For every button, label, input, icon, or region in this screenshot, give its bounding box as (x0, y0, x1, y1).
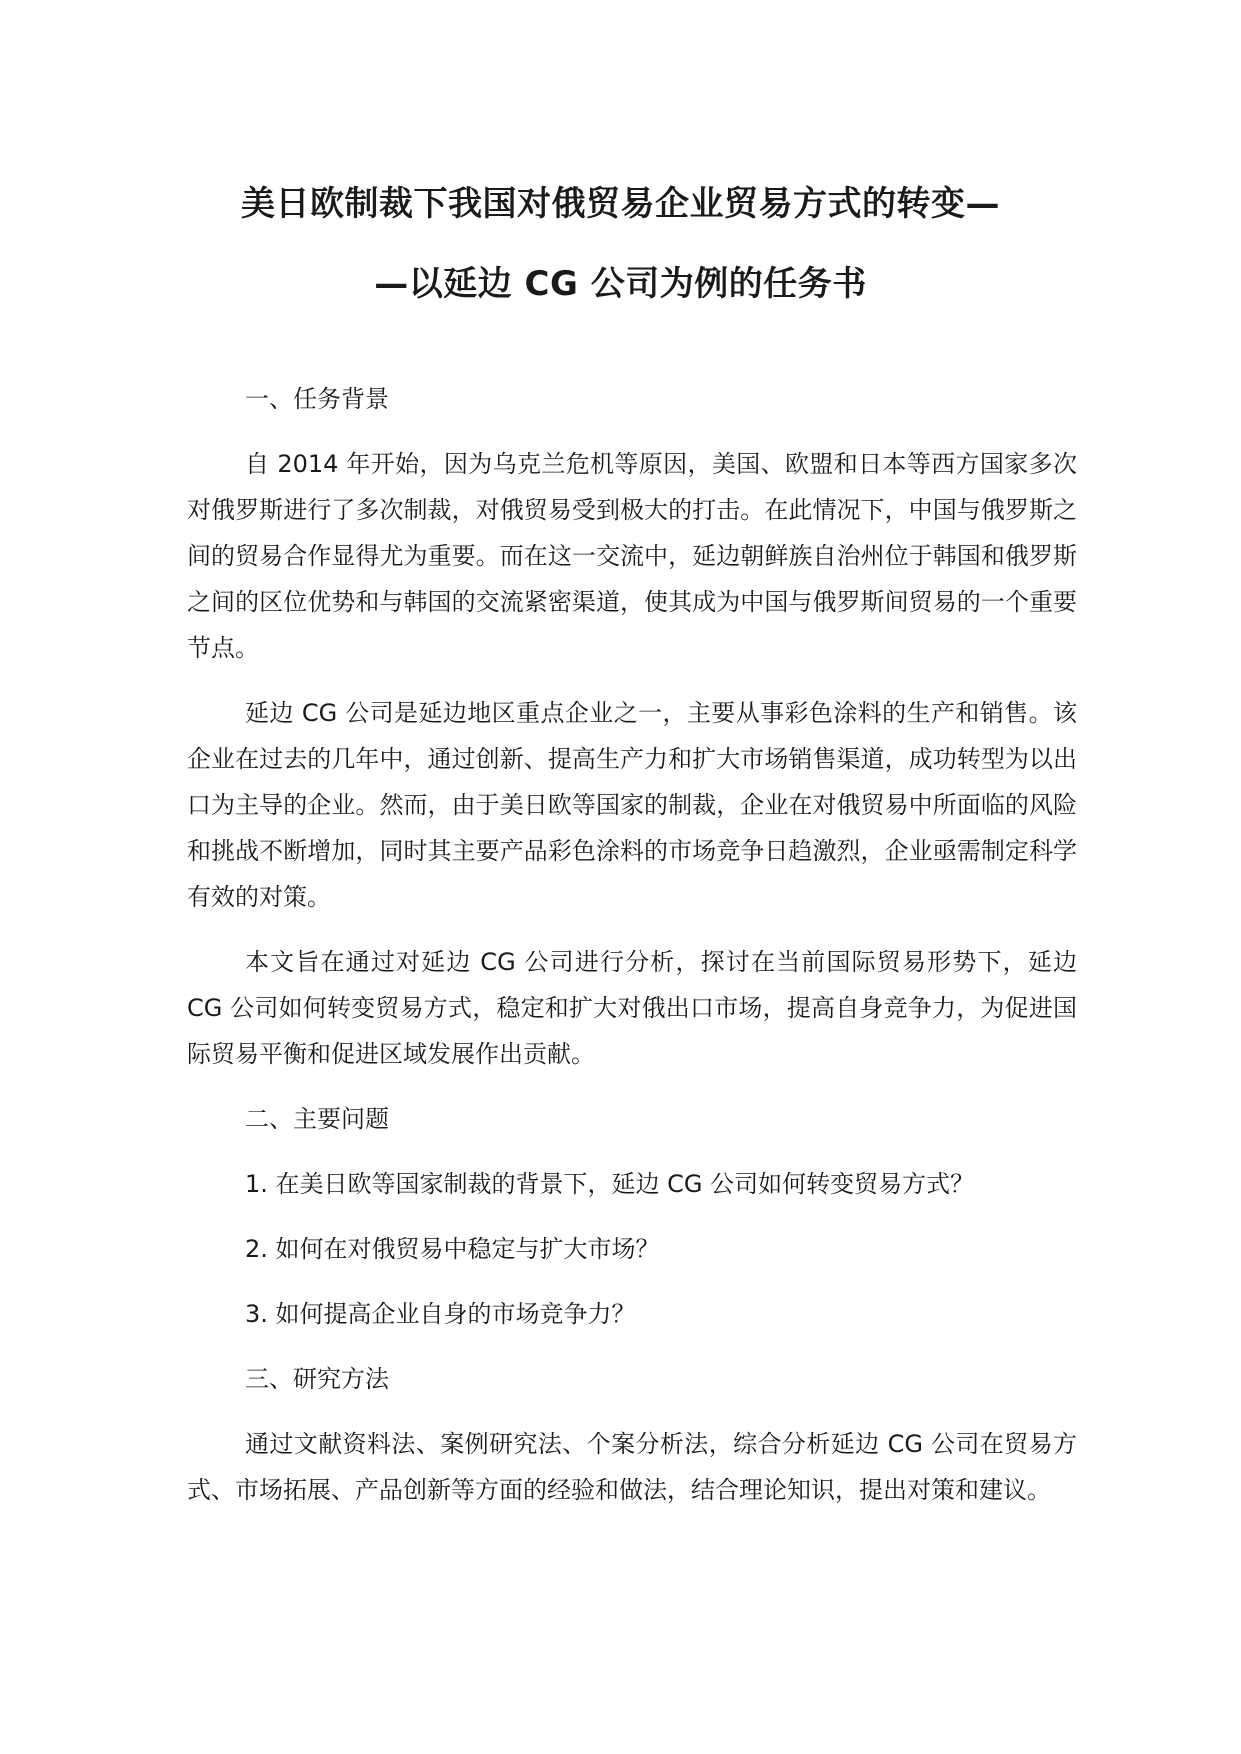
background-paragraph-2: 延边 CG 公司是延边地区重点企业之一，主要从事彩色涂料的生产和销售。该企业在过去的几年中，通过创新、提高生产力和扩大市场销售渠道，成功转型为以出口为主导的企业。然而，由于美日欧等国家的制裁，企业在对俄贸易中所面临的风险和挑战不断增加，同时其主要产品彩色涂料的市场竞争日趋激烈，企业亟需制定科学有效的对策。 (187, 699, 1077, 911)
document-title-line-1: 美日欧制裁下我国对俄贸易企业贸易方式的转变— (241, 184, 1000, 224)
question-item-3: 3. 如何提高企业自身的市场竞争力？ (245, 1300, 636, 1328)
section-heading-background: 一、任务背景 (245, 385, 389, 413)
background-paragraph-1: 自 2014 年开始，因为乌克兰危机等原因，美国、欧盟和日本等西方国家多次对俄罗斯进行了多次制裁，对俄贸易受到极大的打击。在此情况下，中国与俄罗斯之间的贸易合作显得尤为重要。而在这一交流中，延边朝鲜族自治州位于韩国和俄罗斯之间的区位优势和与韩国的交流紧密渠道，使其成为中国与俄罗斯间贸易的一个重要节点。 (187, 450, 1077, 662)
section-heading-main-questions: 二、主要问题 (245, 1105, 389, 1133)
question-item-2: 2. 如何在对俄贸易中稳定与扩大市场？ (245, 1235, 660, 1263)
methods-paragraph: 通过文献资料法、案例研究法、个案分析法，综合分析延边 CG 公司在贸易方式、市场拓展、产品创新等方面的经验和做法，结合理论知识，提出对策和建议。 (187, 1430, 1077, 1504)
background-paragraph-3: 本文旨在通过对延边 CG 公司进行分析，探讨在当前国际贸易形势下，延边 CG 公司如何转变贸易方式，稳定和扩大对俄出口市场，提高自身竞争力，为促进国际贸易平衡和促进区域发展作出贡献。 (187, 948, 1077, 1068)
document-title-line-2: —以延边 CG 公司为例的任务书 (374, 264, 867, 304)
question-item-1: 1. 在美日欧等国家制裁的背景下，延边 CG 公司如何转变贸易方式？ (245, 1170, 975, 1198)
document-body (187, 376, 1077, 1513)
section-heading-research-methods: 三、研究方法 (245, 1365, 389, 1393)
